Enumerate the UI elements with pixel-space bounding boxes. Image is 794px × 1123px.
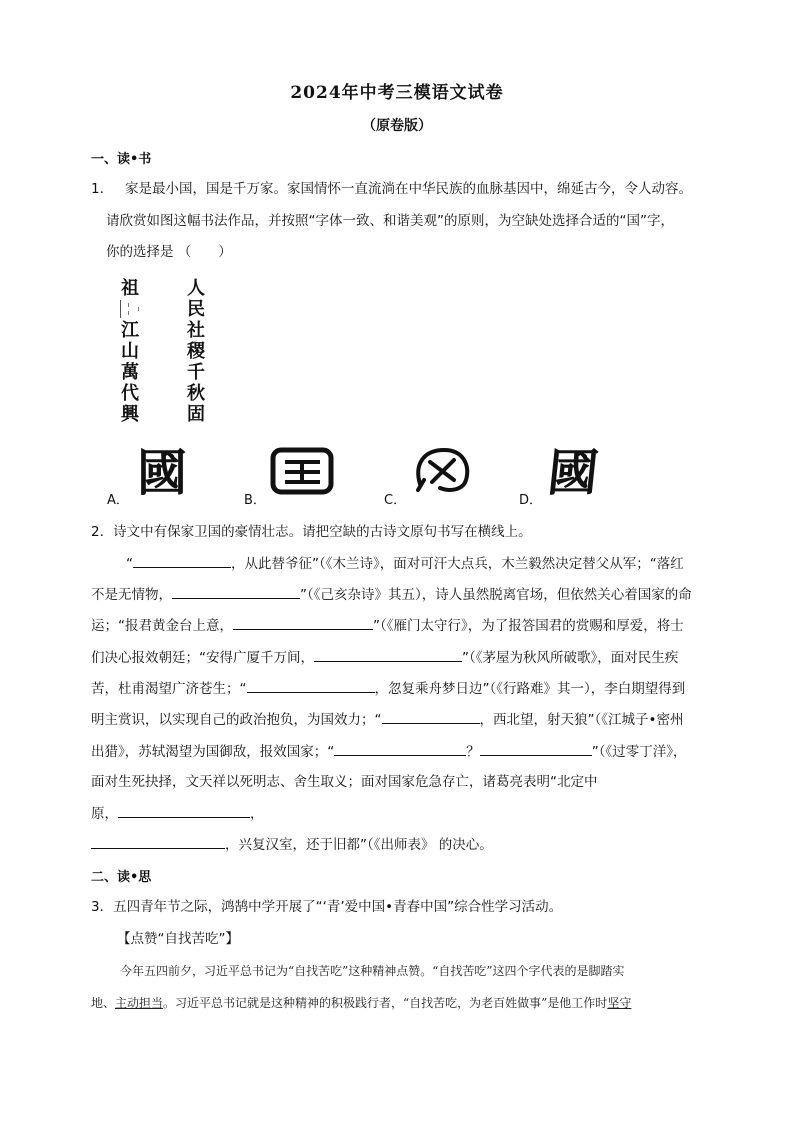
page-subtitle: （原卷版） — [362, 118, 432, 134]
question-2-line-10 — [91, 834, 493, 855]
question-2-line-6 — [91, 709, 683, 730]
text-fragment: 苦，杜甫渴望广济苍生；“ — [91, 681, 247, 697]
calligraphy-blank-slot — [118, 299, 142, 320]
answer-blank-7[interactable] — [334, 741, 466, 756]
calligraphy-char: 稷 — [187, 341, 205, 362]
answer-blank-6[interactable] — [382, 709, 480, 724]
calligraphy-char: 千 — [187, 362, 205, 383]
text-fragment: 。习近平总书记就是这种精神的积极践行者，“自找苦吃，为老百姓做事”是他工作时 — [163, 996, 608, 1010]
calligraphy-char: 人 — [187, 278, 205, 299]
text-fragment: ，忽复乘舟梦日边”（《行路难》其一），李白期望得到 — [374, 681, 686, 697]
text-fragment: 运；“报君黄金台上意， — [91, 618, 233, 634]
text-fragment: 地、 — [91, 996, 116, 1010]
answer-blank-1[interactable] — [133, 553, 231, 568]
text-fragment: ， — [250, 806, 264, 822]
calligraphy-char: 社 — [187, 320, 205, 341]
calligraphy-right-column — [184, 278, 208, 425]
text-fragment: ，西北望，射天狼”（《江城子•密州 — [479, 712, 684, 728]
calligraphy-char: 江 — [121, 320, 139, 341]
question-1-line-2: 请欣赏如图这幅书法作品，并按照“字体一致、和谐美观”的原则，为空缺处选择合适的“国”字， — [106, 213, 674, 229]
question-3-subheading: 【点赞“自找苦吃”】 — [117, 931, 239, 947]
text-fragment: “ — [126, 556, 133, 572]
text-fragment: ”（《过零丁洋》， — [591, 744, 687, 760]
answer-blank-5[interactable] — [247, 678, 375, 693]
text-fragment: ，从此替爷征”（《木兰诗》，面对可汗大点兵，木兰毅然决定替父从军；“落红 — [231, 556, 684, 572]
question-2-line-7 — [91, 741, 687, 762]
underlined-phrase: 坚守 — [607, 996, 632, 1010]
calligraphy-char: 固 — [187, 404, 205, 425]
option-d-label: D． — [519, 493, 543, 508]
question-2-line-3 — [91, 615, 684, 636]
page-title: 2024年中考三模语文试卷 — [290, 83, 504, 103]
quote-line-1: 今年五四前夕，习近平总书记为“自找苦吃”这种精神点赞。“自找苦吃”这四个字代表的是脚踏实 — [120, 964, 625, 978]
question-1-number: 1． — [91, 181, 114, 197]
text-fragment: ”（《茅屋为秋风所破歌》，面对民生疾 — [462, 650, 679, 666]
text-fragment: ，兴复汉室，还于旧都”（《出师表》 的决心。 — [225, 837, 493, 853]
calligraphy-char: 代 — [121, 383, 139, 404]
calligraphy-left-column — [118, 278, 142, 425]
answer-blank-8[interactable] — [480, 741, 592, 756]
question-2-line-1 — [126, 553, 684, 574]
underlined-phrase: 主动担当 — [115, 996, 164, 1010]
option-d-glyph[interactable]: 國 — [544, 444, 602, 502]
answer-blank-3[interactable] — [233, 615, 373, 630]
option-a-label: A． — [107, 493, 129, 508]
calligraphy-char: 秋 — [187, 383, 205, 404]
section-heading-2: 二、读•思 — [91, 870, 152, 885]
section-heading-1: 一、读•书 — [91, 152, 152, 167]
option-b-label: B． — [244, 493, 266, 508]
question-2-line-4 — [91, 647, 678, 668]
question-2-prompt: 2．诗文中有保家卫国的豪情壮志。请把空缺的古诗文原句书写在横线上。 — [91, 524, 532, 540]
quote-line-2 — [91, 994, 631, 1011]
question-3-prompt: 3．五四青年节之际，鸿鹄中学开展了“‘青’爱中国•青春中国”综合性学习活动。 — [91, 899, 563, 915]
text-fragment: 明主赏识，以实现自己的政治抱负，为国效力；“ — [91, 712, 382, 728]
answer-blank-10[interactable] — [91, 834, 225, 849]
text-fragment: 原， — [91, 806, 118, 822]
option-c-label: C． — [384, 493, 407, 508]
question-2-line-2 — [91, 584, 692, 605]
option-b-seal-icon — [270, 446, 336, 496]
question-2-line-8: 面对生死抉择，文天祥以死明志、舍生取义；面对国家危急存亡，诸葛亮表明“北定中 — [91, 774, 598, 790]
text-fragment: 们决心报效朝廷；“安得广厦千万间， — [91, 650, 314, 666]
text-fragment: ”（《雁门太守行》，为了报答国君的赏赐和厚爱，将士 — [373, 618, 684, 634]
question-1-line-3: 你的选择是 （ ） — [106, 244, 232, 260]
option-a-glyph[interactable]: 國 — [137, 443, 187, 502]
question-2-line-5 — [91, 678, 685, 699]
calligraphy-char: 萬 — [121, 362, 139, 383]
text-fragment: 出猎》，苏轼渴望为国御敌，报效国家；“ — [91, 744, 335, 760]
answer-blank-2[interactable] — [172, 584, 300, 599]
option-c-cursive-icon — [410, 444, 474, 496]
answer-blank-4[interactable] — [314, 647, 462, 662]
calligraphy-char: 祖 — [121, 278, 139, 299]
text-fragment: ？ — [466, 744, 480, 760]
option-b-glyph[interactable] — [270, 446, 336, 496]
text-fragment: ”（《己亥杂诗》其五），诗人虽然脱离官场，但依然关心着国家的命 — [300, 587, 692, 603]
calligraphy-char: 山 — [121, 341, 139, 362]
option-c-glyph[interactable] — [410, 444, 474, 496]
calligraphy-char: 民 — [187, 299, 205, 320]
question-1-line-1: 家是最小国，国是千万家。家国情怀一直流淌在中华民族的血脉基因中，绵延古今，令人动容。 — [125, 181, 692, 197]
calligraphy-char: 興 — [121, 404, 139, 425]
text-fragment: 不是无情物， — [91, 587, 172, 603]
answer-blank-9[interactable] — [118, 803, 250, 818]
question-2-line-9 — [91, 803, 264, 824]
